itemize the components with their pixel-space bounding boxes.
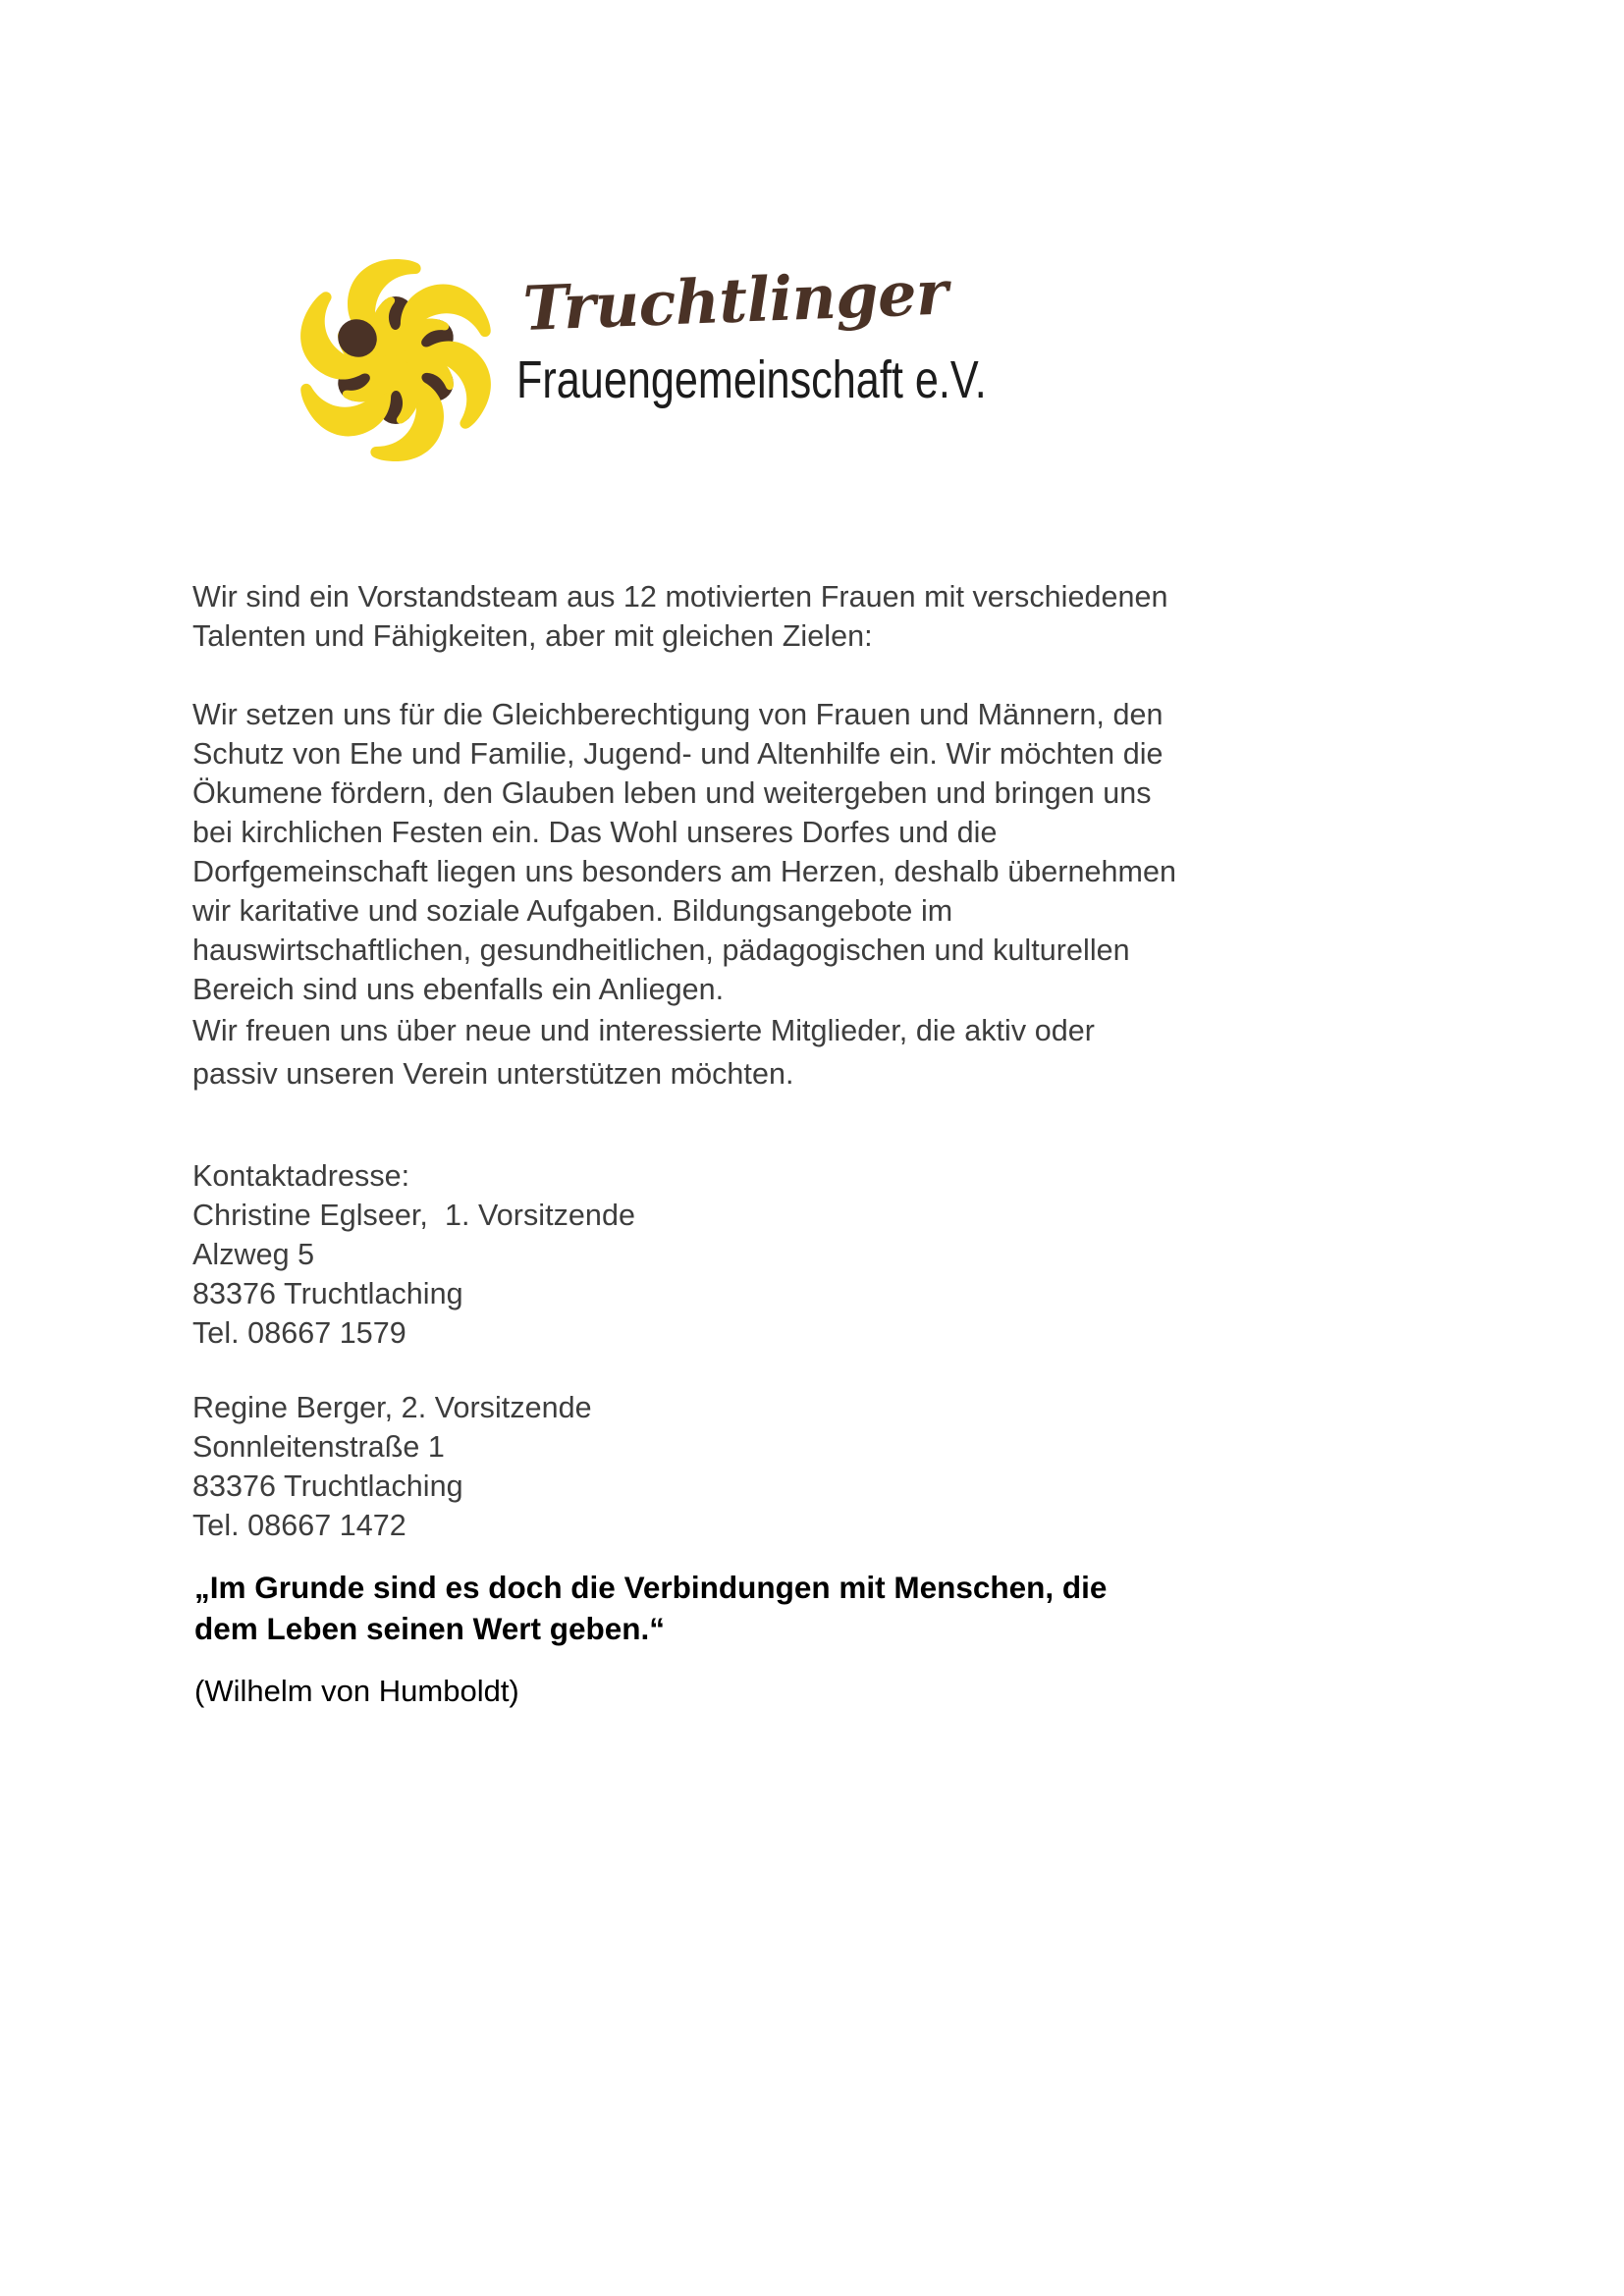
contact-block-primary bbox=[192, 1156, 1469, 1353]
logo-script-line: Truchtlinger bbox=[521, 256, 949, 345]
invitation-paragraph bbox=[192, 1009, 1469, 1095]
mission-line-4: bei kirchlichen Festen ein. Das Wohl unseres Dorfes und die bbox=[192, 816, 998, 849]
contact-person1-street: Alzweg 5 bbox=[192, 1238, 315, 1271]
mission-line-2: Schutz von Ehe und Familie, Jugend- und Altenhilfe ein. Wir möchten die bbox=[192, 737, 1164, 771]
contact-person1-name-role: Christine Eglseer, 1. Vorsitzende bbox=[192, 1199, 635, 1232]
quote-line-1: „Im Grunde sind es doch die Verbindungen mit Menschen, die bbox=[194, 1570, 1108, 1605]
contact-person2-city: 83376 Truchtlaching bbox=[192, 1469, 463, 1503]
spacer bbox=[192, 1353, 1469, 1388]
mission-line-8: Bereich sind uns ebenfalls ein Anliegen. bbox=[192, 973, 725, 1006]
flower-people-icon bbox=[253, 218, 538, 503]
invitation-line-1: Wir freuen uns über neue und interessierte Mitglieder, die aktiv oder bbox=[192, 1014, 1095, 1047]
contact-block-secondary bbox=[192, 1388, 1469, 1545]
spacer bbox=[192, 656, 1469, 695]
spacer bbox=[192, 1545, 1469, 1567]
document-body bbox=[192, 577, 1469, 1712]
spacer bbox=[192, 1135, 1469, 1156]
logo-wordmark bbox=[516, 256, 1194, 495]
quote-attribution: (Wilhelm von Humboldt) bbox=[194, 1674, 519, 1708]
intro-line-2: Talenten und Fähigkeiten, aber mit gleichen Zielen: bbox=[192, 619, 873, 653]
logo-subtitle-line: Frauengemeinschaft e.V. bbox=[516, 350, 987, 409]
quote-line-2: dem Leben seinen Wert geben.“ bbox=[194, 1611, 666, 1646]
intro-line-1: Wir sind ein Vorstandsteam aus 12 motivierten Frauen mit verschiedenen bbox=[192, 580, 1168, 614]
contact-person2-name-role: Regine Berger, 2. Vorsitzende bbox=[192, 1391, 592, 1424]
spacer bbox=[192, 1649, 1469, 1671]
contact-person1-city: 83376 Truchtlaching bbox=[192, 1277, 463, 1310]
contact-heading: Kontaktadresse: bbox=[192, 1159, 410, 1193]
invitation-line-2: passiv unseren Verein unterstützen möchten. bbox=[192, 1057, 794, 1091]
contact-person2-phone: Tel. 08667 1472 bbox=[192, 1509, 406, 1542]
contact-person1-phone: Tel. 08667 1579 bbox=[192, 1316, 406, 1350]
intro-paragraph bbox=[192, 577, 1469, 656]
mission-line-7: hauswirtschaftlichen, gesundheitlichen, pädagogischen und kulturellen bbox=[192, 934, 1130, 967]
mission-line-1: Wir setzen uns für die Gleichberechtigung von Frauen und Männern, den bbox=[192, 698, 1164, 731]
mission-paragraph bbox=[192, 695, 1469, 1009]
spacer bbox=[192, 1095, 1469, 1135]
mission-line-6: wir karitative und soziale Aufgaben. Bildungsangebote im bbox=[192, 894, 953, 928]
mission-line-5: Dorfgemeinschaft liegen uns besonders am Herzen, deshalb übernehmen bbox=[192, 855, 1176, 888]
pull-quote bbox=[192, 1567, 1469, 1649]
contact-person2-street: Sonnleitenstraße 1 bbox=[192, 1430, 445, 1464]
organization-logo bbox=[253, 218, 1196, 503]
mission-line-3: Ökumene fördern, den Glauben leben und weitergeben und bringen uns bbox=[192, 776, 1152, 810]
